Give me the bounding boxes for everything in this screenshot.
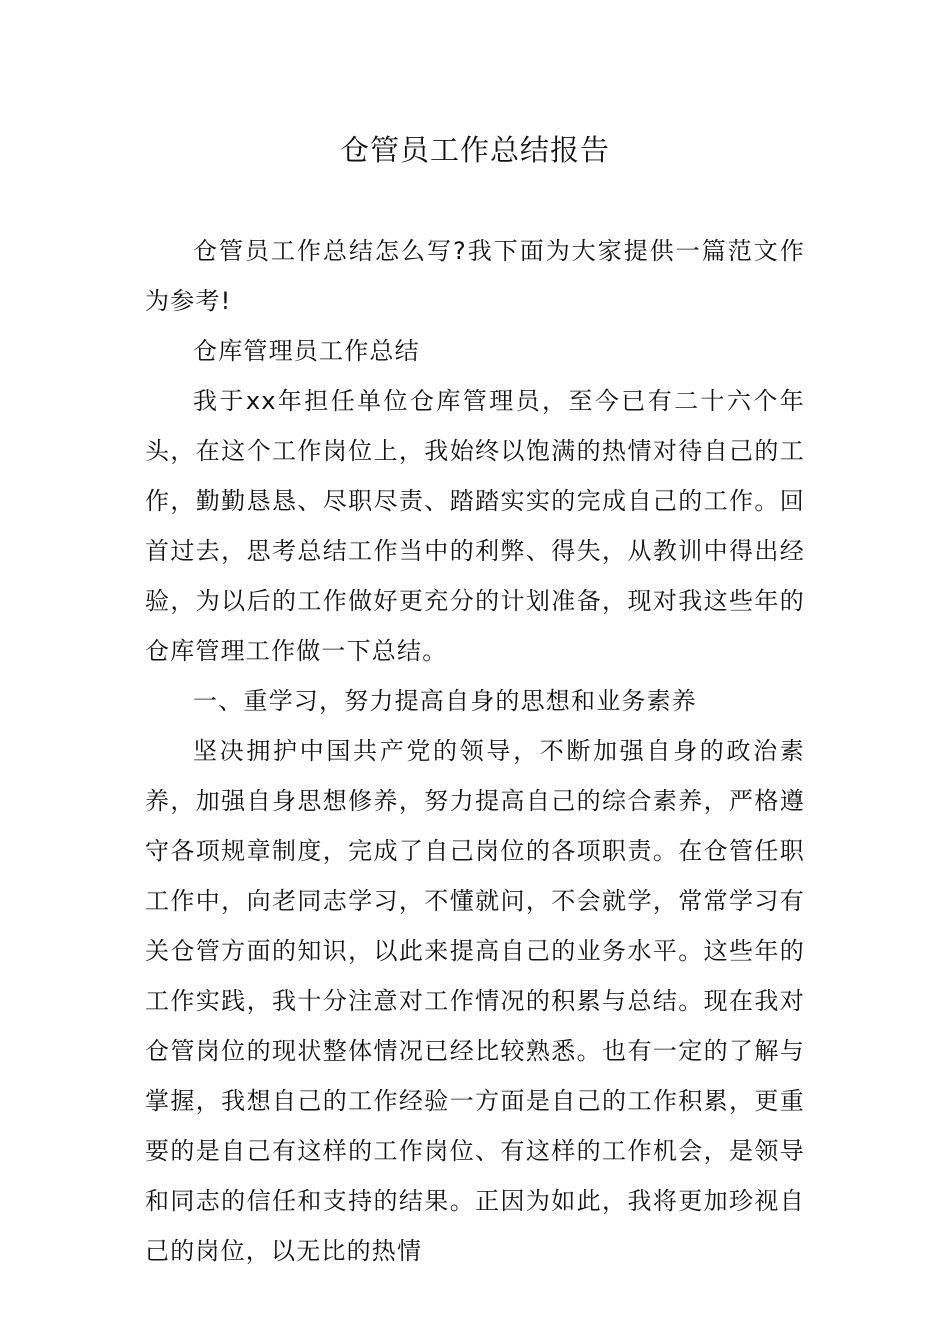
document-title: 仓管员工作总结报告 bbox=[339, 133, 610, 167]
section-heading: 一、重学习，努力提高自身的思想和业务素养 bbox=[193, 687, 697, 715]
body-paragraph: 坚决拥护中国共产党的领导，不断加强自身的政治素养，加强自身思想修养，努力提高自己的综合素养，严格遵守各项规章制度，完成了自己岗位的各项职责。在仓管任职工作中，向老同志学习，不懂就问，不会就学，常常学习有关仓管方面的知识，以此来提高自己的业务水平。这些年的工作实践，我十分注意对工作情况的积累与总结。现在我对仓管岗位的现状整体情况已经比较熟悉。也有一定的了解与掌握，我想自己的工作经验一方面是自己的工作积累，更重要的是自己有这样的工作岗位、有这样的工作机会，是领导和同志的信任和支持的结果。正因为如此，我将更加珍视自己的岗位，以无比的热情 bbox=[145, 737, 805, 1265]
body-paragraph: 我于xx年担任单位仓库管理员，至今已有二十六个年头，在这个工作岗位上，我始终以饱满的热情对待自己的工作，勤勤恳恳、尽职尽责、踏踏实实的完成自己的工作。回首过去，思考总结工作当中的利弊、得失，从教训中得出经验，为以后的工作做好更充分的计划准备，现对我这些年的仓库管理工作做一下总结。 bbox=[145, 387, 805, 665]
section-heading: 仓库管理员工作总结 bbox=[193, 337, 420, 365]
intro-paragraph: 仓管员工作总结怎么写?我下面为大家提供一篇范文作为参考! bbox=[145, 237, 805, 315]
document-body bbox=[145, 226, 805, 1276]
